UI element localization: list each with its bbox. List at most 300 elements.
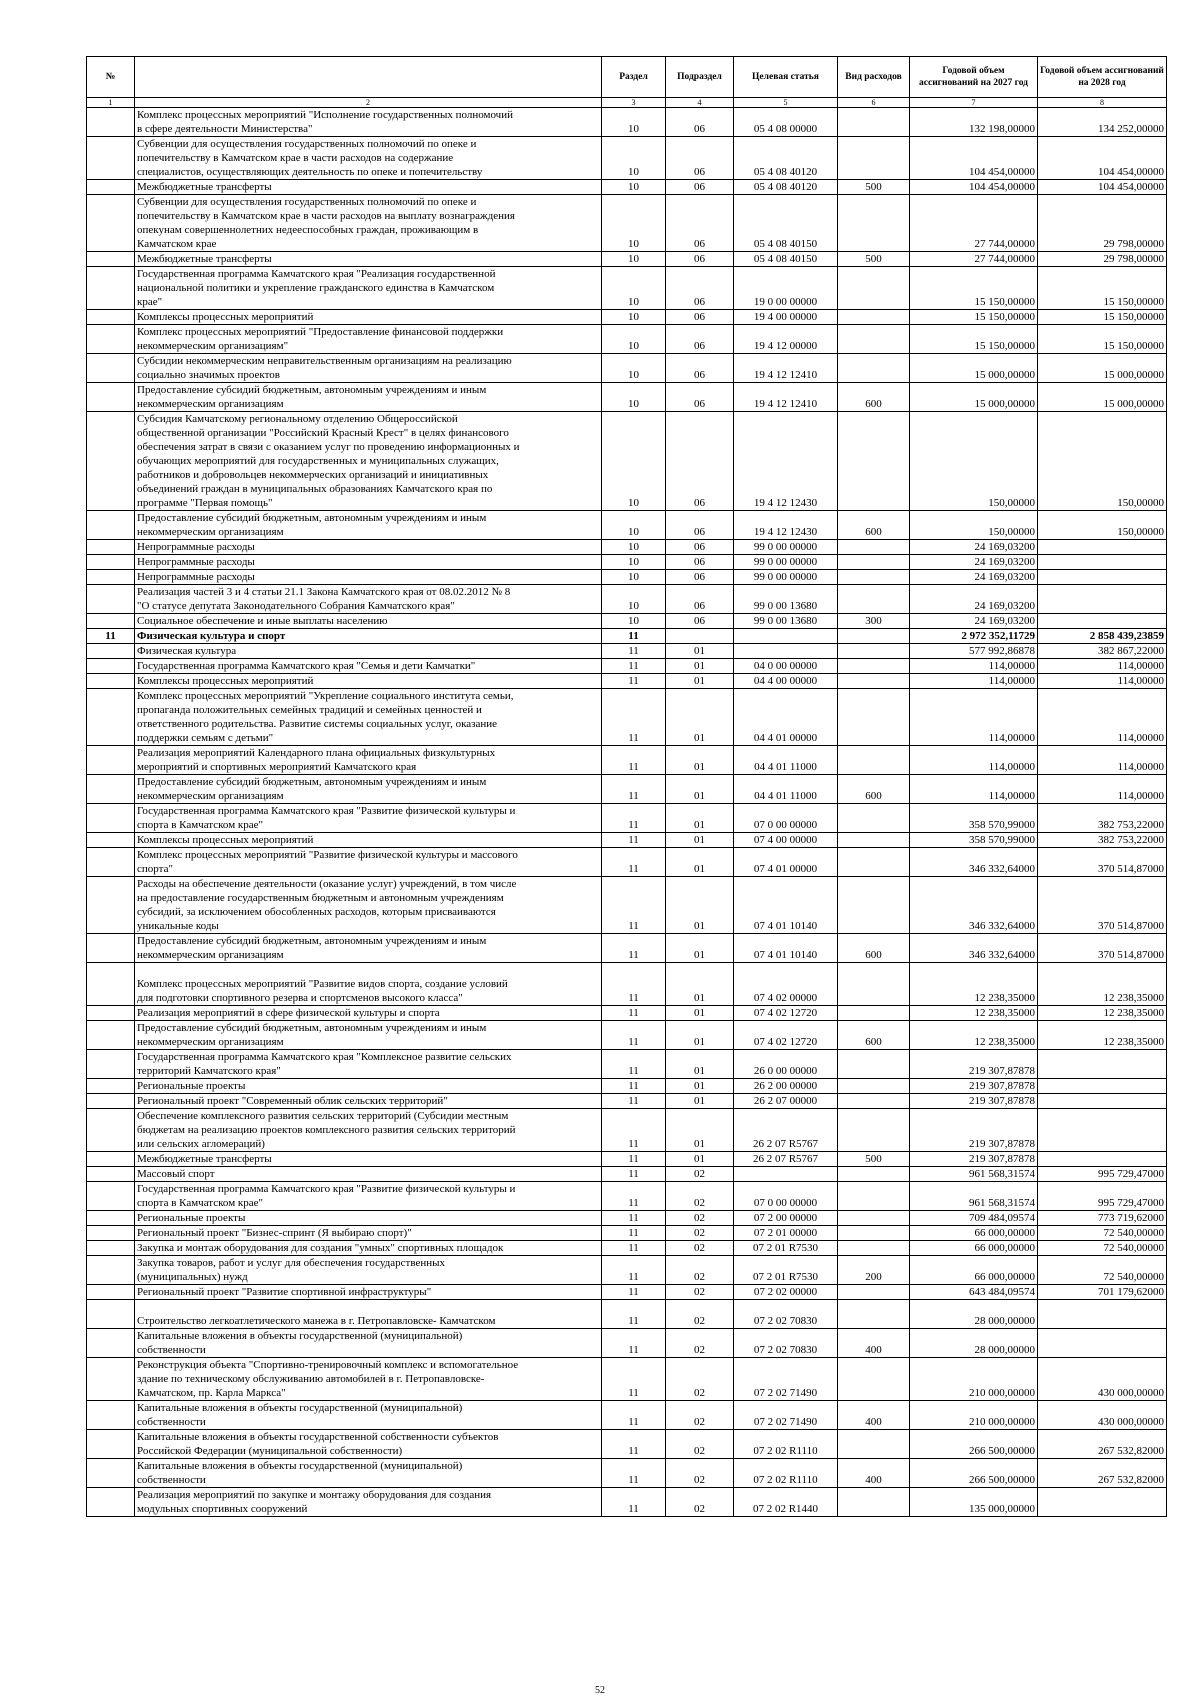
row-article: 07 2 02 R1110 <box>734 1430 838 1459</box>
table-row <box>87 1241 1167 1256</box>
row-amount-2027: 358 570,99000 <box>910 833 1038 848</box>
row-section: 11 <box>602 1401 666 1430</box>
row-amount-2028: 134 252,00000 <box>1038 108 1167 137</box>
row-article: 05 4 08 40150 <box>734 252 838 267</box>
row-number <box>87 137 135 180</box>
row-amount-2028 <box>1038 1094 1167 1109</box>
row-name: Субсидии некоммерческим неправительственным организациям на реализацию социально значимых проектов <box>135 354 602 383</box>
row-number <box>87 310 135 325</box>
table-row <box>87 1256 1167 1285</box>
row-amount-2027: 15 150,00000 <box>910 310 1038 325</box>
row-amount-2028: 29 798,00000 <box>1038 252 1167 267</box>
row-subsection: 06 <box>666 354 734 383</box>
row-article: 07 2 02 R1110 <box>734 1459 838 1488</box>
table-row <box>87 689 1167 746</box>
row-amount-2027: 114,00000 <box>910 674 1038 689</box>
row-article: 05 4 08 00000 <box>734 108 838 137</box>
row-amount-2027: 12 238,35000 <box>910 1006 1038 1021</box>
row-article: 19 0 00 00000 <box>734 267 838 310</box>
row-expense-type <box>838 689 910 746</box>
row-amount-2028: 104 454,00000 <box>1038 180 1167 195</box>
row-expense-type <box>838 963 910 1006</box>
row-expense-type: 400 <box>838 1459 910 1488</box>
row-article: 04 4 01 00000 <box>734 689 838 746</box>
row-name: Субвенции для осуществления государственных полномочий по опеке и попечительству в Камчатском крае в части расходов на содержание специалистов, осуществляющих деятельность по опеке и попечительству <box>135 137 602 180</box>
row-name: Государственная программа Камчатского края "Развитие физической культуры и спорта в Камчатском крае" <box>135 804 602 833</box>
row-amount-2028 <box>1038 1109 1167 1152</box>
table-row <box>87 555 1167 570</box>
row-article: 05 4 08 40150 <box>734 195 838 252</box>
row-amount-2028 <box>1038 1329 1167 1358</box>
row-expense-type: 600 <box>838 511 910 540</box>
row-number <box>87 325 135 354</box>
row-expense-type <box>838 804 910 833</box>
row-article: 07 4 01 10140 <box>734 934 838 963</box>
row-name: Обеспечение комплексного развития сельских территорий (Субсидии местным бюджетам на реализацию проектов комплексного развития сельских территорий или сельских агломераций) <box>135 1109 602 1152</box>
row-article: 05 4 08 40120 <box>734 180 838 195</box>
row-amount-2028 <box>1038 1488 1167 1517</box>
row-expense-type <box>838 1050 910 1079</box>
row-expense-type: 400 <box>838 1329 910 1358</box>
row-amount-2027: 28 000,00000 <box>910 1329 1038 1358</box>
row-amount-2027: 24 169,03200 <box>910 585 1038 614</box>
table-row <box>87 644 1167 659</box>
row-name: Реализация мероприятий Календарного плана официальных физкультурных мероприятий и спортивных мероприятий Камчатского края <box>135 746 602 775</box>
table-row <box>87 1079 1167 1094</box>
row-expense-type <box>838 354 910 383</box>
row-section: 11 <box>602 629 666 644</box>
row-subsection: 06 <box>666 310 734 325</box>
row-amount-2028: 430 000,00000 <box>1038 1358 1167 1401</box>
row-subsection: 01 <box>666 746 734 775</box>
row-article: 07 0 00 00000 <box>734 804 838 833</box>
row-number <box>87 1211 135 1226</box>
row-expense-type <box>838 1226 910 1241</box>
row-name: Комплексы процессных мероприятий <box>135 310 602 325</box>
row-subsection: 01 <box>666 934 734 963</box>
row-subsection: 06 <box>666 137 734 180</box>
table-row <box>87 252 1167 267</box>
row-name: Реализация мероприятий в сфере физической культуры и спорта <box>135 1006 602 1021</box>
budget-table <box>86 56 1167 1517</box>
row-name: Предоставление субсидий бюджетным, автономным учреждениям и иным некоммерческим организациям <box>135 1021 602 1050</box>
row-section: 10 <box>602 555 666 570</box>
row-name: Региональный проект "Бизнес-спринт (Я выбираю спорт)" <box>135 1226 602 1241</box>
row-number <box>87 644 135 659</box>
budget-table-page <box>86 56 1166 1517</box>
table-body <box>87 108 1167 1517</box>
header-2027: Годовой объем ассигнований на 2027 год <box>910 57 1038 98</box>
row-section: 11 <box>602 746 666 775</box>
row-number <box>87 614 135 629</box>
row-expense-type <box>838 1167 910 1182</box>
row-number <box>87 195 135 252</box>
row-name: Непрограммные расходы <box>135 570 602 585</box>
row-expense-type <box>838 1488 910 1517</box>
row-amount-2027: 104 454,00000 <box>910 137 1038 180</box>
row-article: 19 4 12 12410 <box>734 383 838 412</box>
row-name: Межбюджетные трансферты <box>135 1152 602 1167</box>
table-row <box>87 674 1167 689</box>
row-amount-2028: 2 858 439,23859 <box>1038 629 1167 644</box>
row-expense-type <box>838 267 910 310</box>
row-article: 07 4 01 00000 <box>734 848 838 877</box>
row-expense-type <box>838 674 910 689</box>
table-row <box>87 1006 1167 1021</box>
row-name: Реконструкция объекта "Спортивно-тренировочный комплекс и вспомогательное здание по техническому обслуживанию автомобилей в г. Петропавловске- Камчатском, пр. Карла Маркса" <box>135 1358 602 1401</box>
row-number <box>87 267 135 310</box>
row-article: 19 4 12 12430 <box>734 511 838 540</box>
row-name: Предоставление субсидий бюджетным, автономным учреждениям и иным некоммерческим организациям <box>135 775 602 804</box>
row-expense-type: 500 <box>838 1152 910 1167</box>
row-amount-2028: 114,00000 <box>1038 775 1167 804</box>
row-amount-2028: 995 729,47000 <box>1038 1167 1167 1182</box>
row-name: Региональные проекты <box>135 1079 602 1094</box>
row-section: 10 <box>602 325 666 354</box>
row-article: 19 4 12 12410 <box>734 354 838 383</box>
table-row <box>87 180 1167 195</box>
row-name: Закупка товаров, работ и услуг для обеспечения государственных (муниципальных) нужд <box>135 1256 602 1285</box>
table-row <box>87 570 1167 585</box>
table-row <box>87 833 1167 848</box>
row-expense-type <box>838 1300 910 1329</box>
row-section: 10 <box>602 570 666 585</box>
table-row <box>87 585 1167 614</box>
row-section: 11 <box>602 775 666 804</box>
row-article: 19 4 12 00000 <box>734 325 838 354</box>
row-subsection: 06 <box>666 570 734 585</box>
row-article: 04 4 01 11000 <box>734 746 838 775</box>
row-amount-2028: 773 719,62000 <box>1038 1211 1167 1226</box>
row-amount-2028 <box>1038 555 1167 570</box>
row-section: 11 <box>602 1167 666 1182</box>
row-expense-type <box>838 1182 910 1211</box>
table-row <box>87 310 1167 325</box>
row-amount-2028: 114,00000 <box>1038 659 1167 674</box>
row-number <box>87 934 135 963</box>
row-number <box>87 511 135 540</box>
row-subsection: 06 <box>666 108 734 137</box>
row-section: 10 <box>602 511 666 540</box>
row-amount-2028 <box>1038 1079 1167 1094</box>
row-section: 11 <box>602 1094 666 1109</box>
row-name: Реализация частей 3 и 4 статьи 21.1 Закона Камчатского края от 08.02.2012 № 8 "О статусе депутата Законодательного Собрания Камчатского края" <box>135 585 602 614</box>
table-row <box>87 934 1167 963</box>
row-number <box>87 1152 135 1167</box>
row-expense-type <box>838 1430 910 1459</box>
row-amount-2027: 66 000,00000 <box>910 1241 1038 1256</box>
row-number <box>87 252 135 267</box>
row-number <box>87 1241 135 1256</box>
table-row <box>87 746 1167 775</box>
row-article: 99 0 00 00000 <box>734 570 838 585</box>
table-row <box>87 1226 1167 1241</box>
row-article: 07 4 01 10140 <box>734 877 838 934</box>
row-number <box>87 1021 135 1050</box>
row-amount-2027: 2 972 352,11729 <box>910 629 1038 644</box>
row-amount-2027: 709 484,09574 <box>910 1211 1038 1226</box>
row-expense-type: 600 <box>838 383 910 412</box>
row-amount-2027: 28 000,00000 <box>910 1300 1038 1329</box>
row-section: 11 <box>602 1300 666 1329</box>
row-amount-2028: 15 150,00000 <box>1038 325 1167 354</box>
row-amount-2027: 219 307,87878 <box>910 1050 1038 1079</box>
row-section: 11 <box>602 1079 666 1094</box>
row-amount-2028 <box>1038 1050 1167 1079</box>
row-section: 11 <box>602 689 666 746</box>
row-amount-2027: 114,00000 <box>910 746 1038 775</box>
row-number <box>87 674 135 689</box>
table-row <box>87 629 1167 644</box>
row-amount-2028: 12 238,35000 <box>1038 963 1167 1006</box>
table-row <box>87 1285 1167 1300</box>
row-section: 11 <box>602 1358 666 1401</box>
column-index: 3 <box>602 98 666 108</box>
row-article: 99 0 00 00000 <box>734 540 838 555</box>
row-section: 10 <box>602 383 666 412</box>
table-row <box>87 540 1167 555</box>
row-article: 26 0 00 00000 <box>734 1050 838 1079</box>
row-article: 07 2 01 00000 <box>734 1226 838 1241</box>
row-article: 19 4 00 00000 <box>734 310 838 325</box>
row-section: 11 <box>602 1109 666 1152</box>
row-number <box>87 108 135 137</box>
row-section: 11 <box>602 1256 666 1285</box>
header-expense-type: Вид расходов <box>838 57 910 98</box>
row-subsection: 01 <box>666 1152 734 1167</box>
row-expense-type <box>838 570 910 585</box>
row-article: 05 4 08 40120 <box>734 137 838 180</box>
page-number: 52 <box>595 1685 605 1696</box>
row-number <box>87 1109 135 1152</box>
row-name: Комплекс процессных мероприятий "Предоставление финансовой поддержки некоммерческим организациям" <box>135 325 602 354</box>
row-subsection: 01 <box>666 689 734 746</box>
row-article: 07 2 02 R1440 <box>734 1488 838 1517</box>
row-article: 07 4 02 12720 <box>734 1021 838 1050</box>
row-amount-2027: 15 000,00000 <box>910 383 1038 412</box>
row-amount-2027: 266 500,00000 <box>910 1430 1038 1459</box>
row-number <box>87 1006 135 1021</box>
row-name: Комплексы процессных мероприятий <box>135 833 602 848</box>
row-amount-2028: 430 000,00000 <box>1038 1401 1167 1430</box>
column-index: 6 <box>838 98 910 108</box>
row-article: 26 2 00 00000 <box>734 1079 838 1094</box>
header-row <box>87 57 1167 98</box>
row-amount-2027: 219 307,87878 <box>910 1152 1038 1167</box>
row-section: 11 <box>602 963 666 1006</box>
row-subsection: 02 <box>666 1358 734 1401</box>
row-number <box>87 555 135 570</box>
table-row <box>87 1401 1167 1430</box>
row-amount-2028: 267 532,82000 <box>1038 1430 1167 1459</box>
row-number <box>87 1358 135 1401</box>
table-row <box>87 511 1167 540</box>
row-section: 11 <box>602 1211 666 1226</box>
row-number <box>87 1488 135 1517</box>
row-amount-2027: 358 570,99000 <box>910 804 1038 833</box>
row-amount-2027: 27 744,00000 <box>910 252 1038 267</box>
row-number <box>87 746 135 775</box>
row-subsection: 06 <box>666 383 734 412</box>
row-subsection: 06 <box>666 252 734 267</box>
row-section: 10 <box>602 585 666 614</box>
row-expense-type <box>838 108 910 137</box>
row-number <box>87 848 135 877</box>
row-article: 04 4 01 11000 <box>734 775 838 804</box>
table-row <box>87 325 1167 354</box>
row-amount-2028 <box>1038 540 1167 555</box>
row-article: 99 0 00 00000 <box>734 555 838 570</box>
row-expense-type <box>838 310 910 325</box>
row-amount-2027: 24 169,03200 <box>910 555 1038 570</box>
row-name: Межбюджетные трансферты <box>135 252 602 267</box>
row-subsection: 06 <box>666 555 734 570</box>
row-amount-2028: 15 000,00000 <box>1038 354 1167 383</box>
row-section: 11 <box>602 804 666 833</box>
row-section: 11 <box>602 877 666 934</box>
row-subsection: 01 <box>666 1079 734 1094</box>
row-amount-2028: 370 514,87000 <box>1038 877 1167 934</box>
table-row <box>87 804 1167 833</box>
row-name: Комплекс процессных мероприятий "Укрепление социального института семьи, пропаганда положительных семейных традиций и семейных ценностей и ответственного родительства. Развитие системы социальных услуг, оказание поддержки семьям с детьми" <box>135 689 602 746</box>
row-expense-type <box>838 629 910 644</box>
row-subsection: 01 <box>666 848 734 877</box>
row-name: Региональный проект "Современный облик сельских территорий" <box>135 1094 602 1109</box>
row-name: Региональные проекты <box>135 1211 602 1226</box>
row-section: 11 <box>602 1488 666 1517</box>
table-row <box>87 1109 1167 1152</box>
row-amount-2028: 370 514,87000 <box>1038 934 1167 963</box>
table-row <box>87 877 1167 934</box>
row-section: 10 <box>602 195 666 252</box>
row-article: 07 4 02 00000 <box>734 963 838 1006</box>
column-index-row <box>87 98 1167 108</box>
row-amount-2028: 72 540,00000 <box>1038 1241 1167 1256</box>
row-expense-type <box>838 555 910 570</box>
row-subsection: 01 <box>666 1021 734 1050</box>
row-name: Государственная программа Камчатского края "Развитие физической культуры и спорта в Камчатском крае" <box>135 1182 602 1211</box>
row-amount-2027: 24 169,03200 <box>910 614 1038 629</box>
row-amount-2028: 12 238,35000 <box>1038 1006 1167 1021</box>
row-subsection: 01 <box>666 659 734 674</box>
table-row <box>87 1300 1167 1329</box>
row-article: 04 4 00 00000 <box>734 674 838 689</box>
header-subsection: Подраздел <box>666 57 734 98</box>
row-amount-2028 <box>1038 585 1167 614</box>
row-name: Региональный проект "Развитие спортивной инфраструктуры" <box>135 1285 602 1300</box>
row-subsection: 01 <box>666 877 734 934</box>
row-number <box>87 1050 135 1079</box>
row-amount-2027: 132 198,00000 <box>910 108 1038 137</box>
row-subsection: 02 <box>666 1256 734 1285</box>
row-number <box>87 1256 135 1285</box>
row-article: 07 0 00 00000 <box>734 1182 838 1211</box>
row-subsection: 06 <box>666 585 734 614</box>
header-name <box>135 57 602 98</box>
row-amount-2027: 961 568,31574 <box>910 1167 1038 1182</box>
table-row <box>87 1358 1167 1401</box>
row-number <box>87 689 135 746</box>
row-amount-2028 <box>1038 614 1167 629</box>
row-subsection: 02 <box>666 1226 734 1241</box>
row-name: Предоставление субсидий бюджетным, автономным учреждениям и иным некоммерческим организациям <box>135 383 602 412</box>
row-amount-2027: 150,00000 <box>910 412 1038 511</box>
row-amount-2028: 382 753,22000 <box>1038 833 1167 848</box>
row-expense-type <box>838 848 910 877</box>
row-subsection: 01 <box>666 963 734 1006</box>
row-expense-type: 500 <box>838 252 910 267</box>
row-section: 11 <box>602 1006 666 1021</box>
row-section: 11 <box>602 934 666 963</box>
row-number <box>87 540 135 555</box>
row-expense-type <box>838 1079 910 1094</box>
row-number <box>87 833 135 848</box>
row-amount-2028: 382 753,22000 <box>1038 804 1167 833</box>
column-index: 7 <box>910 98 1038 108</box>
row-subsection: 02 <box>666 1285 734 1300</box>
table-row <box>87 195 1167 252</box>
row-expense-type <box>838 1211 910 1226</box>
row-amount-2027: 150,00000 <box>910 511 1038 540</box>
row-section: 10 <box>602 614 666 629</box>
row-name: Комплекс процессных мероприятий "Развитие видов спорта, создание условий для подготовки спортивного резерва и спортсменов высокого класса" <box>135 963 602 1006</box>
table-row <box>87 354 1167 383</box>
row-number <box>87 1079 135 1094</box>
row-section: 10 <box>602 412 666 511</box>
row-section: 11 <box>602 1459 666 1488</box>
row-amount-2027: 210 000,00000 <box>910 1401 1038 1430</box>
row-amount-2027: 24 169,03200 <box>910 540 1038 555</box>
row-name: Комплекс процессных мероприятий "Развитие физической культуры и массового спорта" <box>135 848 602 877</box>
row-expense-type <box>838 325 910 354</box>
row-name: Межбюджетные трансферты <box>135 180 602 195</box>
row-subsection: 02 <box>666 1401 734 1430</box>
table-row <box>87 1459 1167 1488</box>
row-subsection: 06 <box>666 180 734 195</box>
row-subsection: 01 <box>666 1050 734 1079</box>
table-row <box>87 108 1167 137</box>
row-name: Капитальные вложения в объекты государственной (муниципальной) собственности <box>135 1329 602 1358</box>
row-expense-type: 600 <box>838 1021 910 1050</box>
row-article: 07 4 02 12720 <box>734 1006 838 1021</box>
row-number <box>87 804 135 833</box>
row-name: Предоставление субсидий бюджетным, автономным учреждениям и иным некоммерческим организациям <box>135 511 602 540</box>
row-expense-type <box>838 877 910 934</box>
row-name: Строительство легкоатлетического манежа в г. Петропавловске- Камчатском <box>135 1300 602 1329</box>
row-expense-type: 600 <box>838 775 910 804</box>
table-row <box>87 1167 1167 1182</box>
row-number <box>87 1094 135 1109</box>
row-amount-2028: 114,00000 <box>1038 689 1167 746</box>
header-num: № <box>87 57 135 98</box>
row-section: 10 <box>602 354 666 383</box>
row-article: 99 0 00 13680 <box>734 614 838 629</box>
row-article: 26 2 07 R5767 <box>734 1152 838 1167</box>
column-index: 8 <box>1038 98 1167 108</box>
row-name: Государственная программа Камчатского края "Реализация государственной национальной политики и укрепление гражданского единства в Камчатском крае" <box>135 267 602 310</box>
row-amount-2028: 15 150,00000 <box>1038 310 1167 325</box>
row-section: 10 <box>602 267 666 310</box>
row-article: 26 2 07 00000 <box>734 1094 838 1109</box>
row-article: 26 2 07 R5767 <box>734 1109 838 1152</box>
row-expense-type <box>838 746 910 775</box>
row-section: 10 <box>602 180 666 195</box>
row-amount-2027: 15 150,00000 <box>910 267 1038 310</box>
row-number <box>87 412 135 511</box>
row-subsection: 02 <box>666 1488 734 1517</box>
row-name: Комплекс процессных мероприятий "Исполнение государственных полномочий в сфере деятельности Министерства" <box>135 108 602 137</box>
row-section: 11 <box>602 848 666 877</box>
